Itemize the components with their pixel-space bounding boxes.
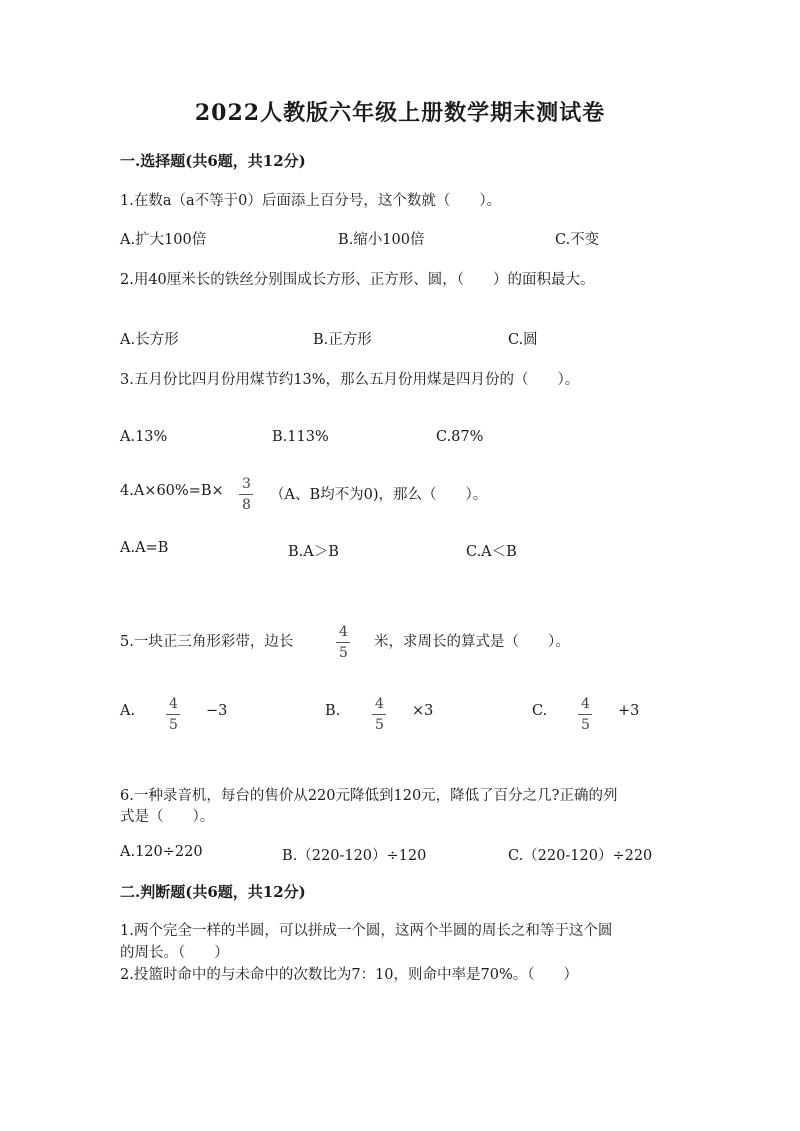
q4-option-c: C.A＜B <box>466 544 517 560</box>
q5-option-c-numerator: 4 <box>581 696 590 712</box>
q6-option-c: C.（220-120）÷220 <box>508 848 653 864</box>
q5-option-a-label: A. <box>120 703 136 719</box>
q5-option-c-operation: +3 <box>618 703 640 719</box>
q5-option-b-denominator: 5 <box>375 717 384 733</box>
question-4-text-after: （A、B均不为0)，那么（ ）。 <box>270 487 488 503</box>
q3-option-c: C.87% <box>436 429 484 445</box>
question-1-text: 1.在数a（a不等于0）后面添上百分号，这个数就（ ）。 <box>120 193 502 209</box>
judgement-2-text: 2.投篮时命中的与未命中的次数比为7：10，则命中率是70%。（ ） <box>120 967 578 983</box>
q2-option-a: A.长方形 <box>120 332 179 348</box>
q1-option-c: C.不变 <box>555 232 600 248</box>
q5-fraction <box>336 625 351 660</box>
question-6-text-line1: 6.一种录音机，每台的售价从220元降低到120元，降低了百分之几?正确的列 <box>120 788 618 804</box>
q5-option-b-numerator: 4 <box>375 696 384 712</box>
question-2-text: 2.用40厘米长的铁丝分别围成长方形、正方形、圆，（ ）的面积最大。 <box>120 272 595 288</box>
judgement-1-text-line1: 1.两个完全一样的半圆，可以拼成一个圆，这两个半圆的周长之和等于这个圆 <box>120 923 613 939</box>
q3-option-a: A.13% <box>120 429 168 445</box>
q5-fraction-denominator: 5 <box>339 645 348 661</box>
q2-option-c: C.圆 <box>508 332 538 348</box>
q5-fraction-numerator: 4 <box>339 624 348 640</box>
q6-option-b: B.（220-120）÷120 <box>282 848 427 864</box>
q1-option-b: B.缩小100倍 <box>338 232 425 248</box>
question-4-text-before: 4.A×60%=B× <box>120 483 224 499</box>
q4-fraction-denominator: 8 <box>242 497 251 513</box>
section-heading-judgement: 二.判断题(共6题，共12分) <box>120 883 306 901</box>
q5-option-a-operation: −3 <box>206 703 228 719</box>
q5-option-a-denominator: 5 <box>169 717 178 733</box>
q2-option-b: B.正方形 <box>313 332 372 348</box>
q1-option-a: A.扩大100倍 <box>120 232 207 248</box>
question-5-text-before: 5.一块正三角形彩带，边长 <box>120 634 294 650</box>
q4-fraction-numerator: 3 <box>242 476 251 492</box>
q5-option-c-fraction <box>578 697 593 732</box>
q5-option-a-fraction <box>166 697 181 732</box>
question-3-text: 3.五月份比四月份用煤节约13%，那么五月份用煤是四月份的（ ）。 <box>120 372 580 388</box>
q6-option-a: A.120÷220 <box>120 844 203 860</box>
q5-option-c-label: C. <box>532 703 548 719</box>
q4-option-a: A.A=B <box>120 540 169 556</box>
q5-option-b-operation: ×3 <box>412 703 434 719</box>
question-6-text-line2: 式是（ ）。 <box>120 809 215 825</box>
q5-option-a-numerator: 4 <box>169 696 178 712</box>
page-title: 2022人教版六年级上册数学期末测试卷 <box>194 100 606 126</box>
q5-option-b-label: B. <box>325 703 341 719</box>
judgement-1-text-line2: 的周长。（ ） <box>120 945 229 961</box>
q5-option-b-fraction <box>372 697 387 732</box>
q5-option-c-denominator: 5 <box>581 717 590 733</box>
q3-option-b: B.113% <box>272 429 329 445</box>
section-heading-choice: 一.选择题(共6题，共12分) <box>120 152 306 170</box>
question-5-text-after: 米，求周长的算式是（ ）。 <box>374 634 570 650</box>
q4-fraction <box>239 477 254 512</box>
q4-option-b: B.A＞B <box>288 544 339 560</box>
